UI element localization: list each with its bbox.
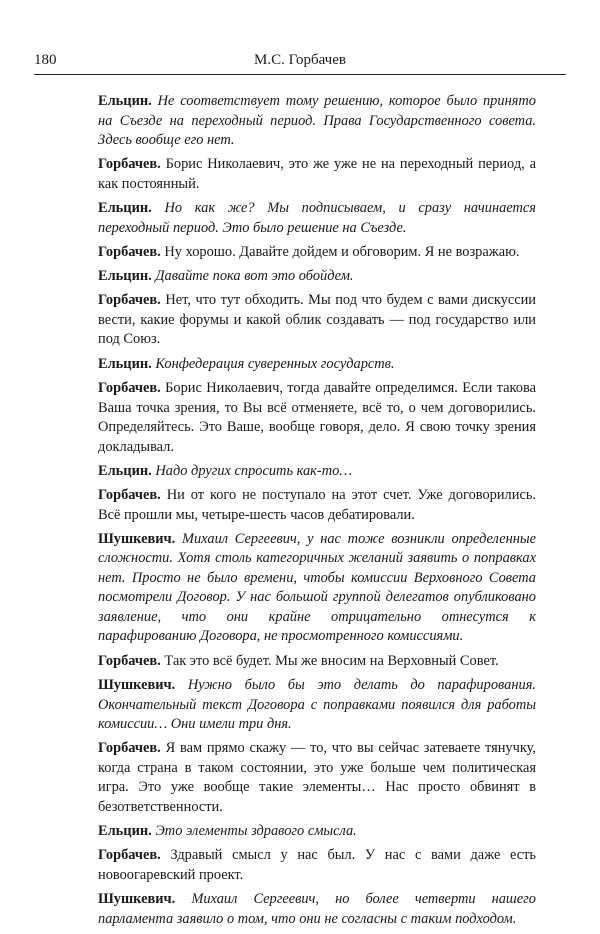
speech-text: Ни от кого не поступало на этот счет. Уже договорились. Всё прошли мы, четыре-шесть часов дебатировали. <box>98 487 536 523</box>
speaker-name: Ельцин. <box>98 93 152 109</box>
speech-text: Борис Николаевич, это же уже не на переходный период, а как постоянный. <box>98 156 536 192</box>
speech-text: Нет, что тут обходить. Мы под что будем с вами дискуссии вести, какие форумы и какой облик создавать — под государство или под Союз. <box>98 292 536 348</box>
speech-text: Михаил Сергеевич, у нас тоже возникли определенные сложности. Хотя столь категоричных желаний заявить о поправках нет. Просто не было времени, чтобы комиссии Верховного Совета посмотрели Договор. У нас большой группой делегатов опубликовано заявление, что они крайне отрицательно отнесутся к парафированию Договора, не просмотренного комиссиями. <box>98 530 536 645</box>
speech-text: Нужно было бы это делать до парафирования. Окончательный текст Договора с поправками появился для работы комиссии… Они имели три дня. <box>98 677 536 733</box>
dialogue-paragraph <box>98 155 536 194</box>
speech-text: Но как же? Мы подписываем, и сразу начинается переходный период. Это было решение на Съезде. <box>98 200 536 236</box>
speaker-name: Горбачев. <box>98 292 161 309</box>
dialogue-paragraph <box>98 199 536 238</box>
dialogue-paragraph <box>98 739 536 817</box>
speaker-name: Ельцин. <box>98 462 152 479</box>
dialogue-paragraph <box>98 92 536 151</box>
speech-text: Я вам прямо скажу — то, что вы сейчас затеваете тянучку, когда страна в таком состоянии, это уже больше чем политическая игра. Это уже вообще такие элементы… Нас просто обвинят в безответственности. <box>98 740 536 815</box>
speaker-name: Горбачев. <box>98 380 161 397</box>
dialogue-paragraph <box>98 676 536 735</box>
speech-text: Не соответствует тому решению, которое было принято на Съезде на переходный период. Права Государственного совета. Здесь вообще его нет. <box>98 93 536 148</box>
speech-text: Давайте пока вот это обойдем. <box>155 268 354 285</box>
dialogue-paragraph <box>98 291 536 350</box>
speaker-name: Горбачев. <box>98 652 161 669</box>
speaker-name: Горбачев. <box>98 243 161 260</box>
speaker-name: Ельцин. <box>98 268 152 285</box>
speaker-name: Шушкевич. <box>98 530 176 547</box>
running-head: М.С. Горбачев <box>254 52 346 68</box>
dialogue-paragraph <box>98 379 536 457</box>
speaker-name: Ельцин. <box>98 823 152 840</box>
dialogue-paragraph <box>98 355 536 375</box>
speech-text: Так это всё будет. Мы же вносим на Верховный Совет. <box>164 652 499 669</box>
dialogue-paragraph <box>98 462 536 482</box>
page-header <box>34 52 566 72</box>
speaker-name: Шушкевич. <box>98 677 176 694</box>
speaker-name: Горбачев. <box>98 487 161 504</box>
dialogue-paragraph <box>98 822 536 842</box>
speaker-name: Горбачев. <box>98 740 161 757</box>
dialogue-paragraph <box>98 846 536 885</box>
speech-text: Ну хорошо. Давайте дойдем и обговорим. Я не возражаю. <box>164 243 520 260</box>
dialogue-paragraph <box>98 890 536 929</box>
transcript-body <box>98 92 536 934</box>
speech-text: Это элементы здравого смысла. <box>155 823 357 840</box>
speech-text: Михаил Сергеевич, но более четверти нашего парламента заявило о том, что они не согласны с таким подходом. <box>98 891 536 927</box>
dialogue-paragraph <box>98 530 536 647</box>
speaker-name: Ельцин. <box>98 200 152 217</box>
speech-text: Надо других спросить как-то… <box>155 462 353 479</box>
dialogue-paragraph <box>98 652 536 672</box>
speech-text: Конфедерация суверенных государств. <box>155 355 395 372</box>
speech-text: Здравый смысл у нас был. У нас с вами даже есть новоогаревский проект. <box>98 847 536 883</box>
speaker-name: Шушкевич. <box>98 891 176 908</box>
dialogue-paragraph <box>98 267 536 287</box>
speaker-name: Ельцин. <box>98 355 152 372</box>
dialogue-paragraph <box>98 243 536 263</box>
speech-text: Борис Николаевич, тогда давайте определимся. Если такова Ваша точка зрения, то Вы всё отменяете, всё то, о чем договорились. Определяйтесь. Это Ваше, вообще говоря, дело. Я свою точку зрения докладывал. <box>98 380 536 455</box>
page-number: 180 <box>34 52 57 68</box>
speaker-name: Горбачев. <box>98 156 161 173</box>
header-rule <box>34 74 566 75</box>
speaker-name: Горбачев. <box>98 847 161 864</box>
dialogue-paragraph <box>98 486 536 525</box>
